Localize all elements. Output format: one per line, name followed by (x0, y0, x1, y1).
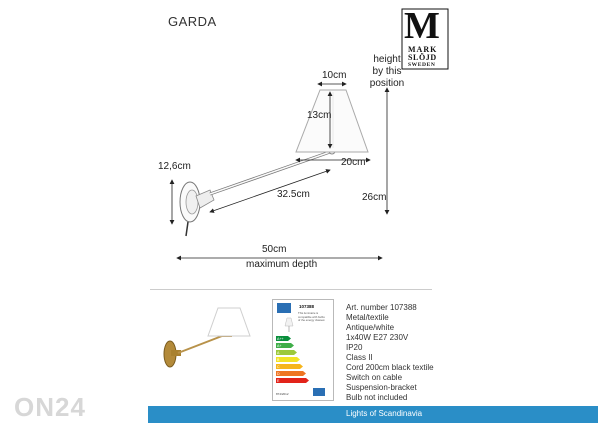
dim-shade-bottom: 20cm (341, 157, 366, 168)
logo-line-2: SLÖJD (408, 53, 437, 62)
product-title: GARDA (168, 14, 217, 29)
spec-item: Metal/textile (346, 313, 389, 322)
spec-item: Switch on cable (346, 373, 403, 382)
spec-item: Suspension-bracket (346, 383, 417, 392)
energy-text-line: of the energy classes: (298, 318, 326, 323)
dim-shade-top: 10cm (322, 70, 347, 81)
energy-class-label: D (277, 372, 280, 376)
height-caption (356, 54, 418, 90)
height-caption-line: position (369, 78, 405, 89)
energy-class-label: A+ (277, 344, 282, 348)
spec-item: Bulb not included (346, 393, 408, 402)
spec-list (346, 303, 434, 403)
energy-label-code: 107388 (299, 304, 315, 309)
energy-label (272, 299, 334, 401)
height-caption-line: height (373, 54, 401, 65)
energy-class-bar (276, 357, 300, 362)
energy-class-label: B (277, 358, 280, 362)
dim-arm-length: 32.5cm (277, 189, 310, 200)
lamp-drawing (180, 90, 368, 236)
height-caption-line: by this (372, 66, 402, 77)
energy-class-label: C (277, 365, 280, 369)
energy-text-line: This luminaire is (298, 311, 319, 315)
energy-class-bar (276, 364, 303, 369)
logo-line-3: SWEDEN (408, 62, 436, 68)
footer-banner (148, 406, 598, 423)
divider (150, 289, 432, 290)
dim-shade-height: 13cm (307, 110, 332, 121)
energy-class-label: A++ (277, 337, 284, 341)
energy-label-date: 874/2012 (276, 392, 289, 396)
energy-class-label: A (277, 351, 280, 355)
spec-item: IP20 (346, 343, 363, 352)
lamp-photo (164, 308, 250, 367)
footer-text: Lights of Scandinavia (346, 409, 423, 418)
logo-letter: M (404, 5, 440, 47)
spec-item: Art. number 107388 (346, 303, 417, 312)
dim-bracket-height: 12,6cm (158, 161, 191, 172)
spec-item: Class II (346, 353, 373, 362)
energy-class-bar (276, 371, 306, 376)
spec-item: Cord 200cm black textile (346, 363, 434, 372)
logo-line-1: MARK (408, 45, 438, 54)
dim-depth: 50cm (262, 244, 287, 255)
energy-label-text (298, 312, 328, 323)
watermark: ON24 (14, 392, 86, 422)
energy-class-label: E (277, 379, 280, 383)
dim-total-height: 26cm (362, 192, 387, 203)
energy-text-line: compatible with bulbs (298, 314, 325, 319)
energy-class-bar (276, 378, 309, 383)
spec-item: 1x40W E27 230V (346, 333, 409, 342)
spec-item: Antique/white (346, 323, 395, 332)
dim-depth-caption: maximum depth (246, 259, 318, 270)
